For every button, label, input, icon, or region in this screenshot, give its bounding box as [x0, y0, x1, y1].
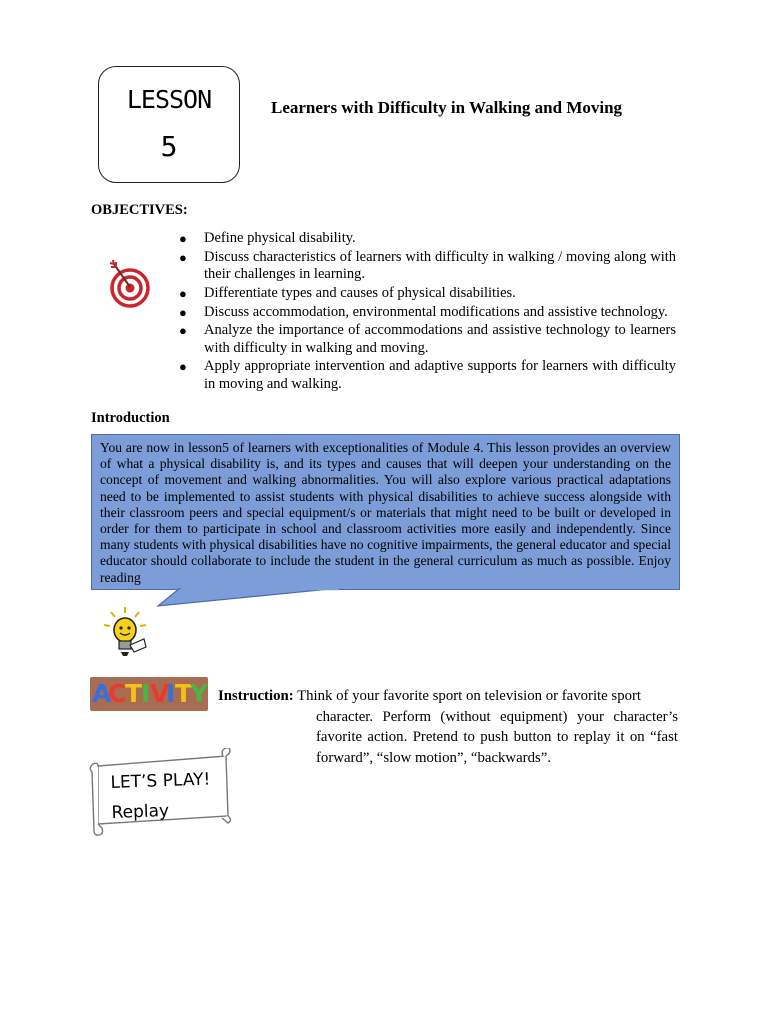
- bullet-icon: ●: [179, 359, 187, 375]
- bullet-icon: ●: [179, 323, 187, 339]
- objectives-heading: OBJECTIVES:: [91, 202, 188, 218]
- list-item: ● Differentiate types and causes of physical disabilities.: [179, 284, 516, 301]
- activity-letter: T: [125, 679, 142, 708]
- activity-letter: V: [150, 679, 169, 708]
- objectives-list: [176, 230, 676, 395]
- instruction-continuation: character. Perform (without equipment) your character’s favorite action. Pretend to push button to replay it on “fast forward”, “slow motion”, “backwards”.: [316, 708, 678, 766]
- activity-letter: A: [92, 679, 111, 708]
- lesson-label: LESSON: [126, 85, 212, 114]
- activity-letter: C: [108, 679, 126, 708]
- activity-letter: Y: [190, 679, 208, 708]
- instruction-label: Instruction:: [218, 688, 294, 704]
- scroll-line-lets-play: LET’S PLAY!: [110, 769, 211, 793]
- bullet-icon: ●: [179, 304, 187, 320]
- lesson-number: 5: [160, 130, 178, 163]
- bullet-icon: ●: [179, 231, 187, 246]
- lesson-number-box: [98, 66, 240, 183]
- activity-instruction: [218, 686, 678, 768]
- list-item: ● Discuss characteristics of learners with difficulty in walking / moving along with their challenges in learning.: [179, 248, 676, 283]
- lesson-title: Learners with Difficulty in Walking and Moving: [271, 98, 623, 117]
- scroll-line-replay: Replay: [111, 800, 170, 823]
- scroll-text: [110, 765, 212, 828]
- instruction-first-line: Think of your favorite sport on television or favorite sport: [297, 688, 642, 704]
- introduction-heading: Introduction: [91, 410, 170, 426]
- list-item: ● Analyze the importance of accommodations and assistive technology to learners with difficulty in walking and moving.: [179, 322, 676, 356]
- introduction-text: You are now in lesson5 of learners with exceptionalities of Module 4. This lesson provides an overview of what a physical disability is, and its types and causes that will deepen your understanding on the concept of movement and walking abnormalities. You will also explore various practical adaptations need to be implemented to assist students with physical disabilities to achieve success alongside with their classroom peers and special equipment/s or materials that might need to be built or developed in order for them to participate in school and classroom activities more easily and independently. Since many students with physical disabilities have no cognitive impairments, the general educator and special educator should collaborate to include the student in the general curriculum as much as possible. Enjoy reading: [100, 440, 671, 585]
- list-item: ● Define physical disability.: [179, 230, 356, 246]
- introduction-callout: [91, 434, 680, 590]
- list-item: ● Apply appropriate intervention and adaptive supports for learners with difficulty in moving and walking.: [179, 358, 676, 392]
- activity-letter: I: [141, 679, 150, 708]
- lightbulb-icon: [100, 605, 150, 657]
- activity-banner: [90, 677, 208, 711]
- bullet-icon: ●: [179, 285, 187, 301]
- activity-letter: I: [166, 679, 175, 708]
- list-item: ● Discuss accommodation, environmental modifications and assistive technology.: [179, 303, 668, 320]
- bullet-icon: ●: [179, 249, 187, 265]
- activity-letter: T: [175, 679, 192, 708]
- target-icon: [108, 260, 152, 308]
- callout-tail: [150, 588, 340, 608]
